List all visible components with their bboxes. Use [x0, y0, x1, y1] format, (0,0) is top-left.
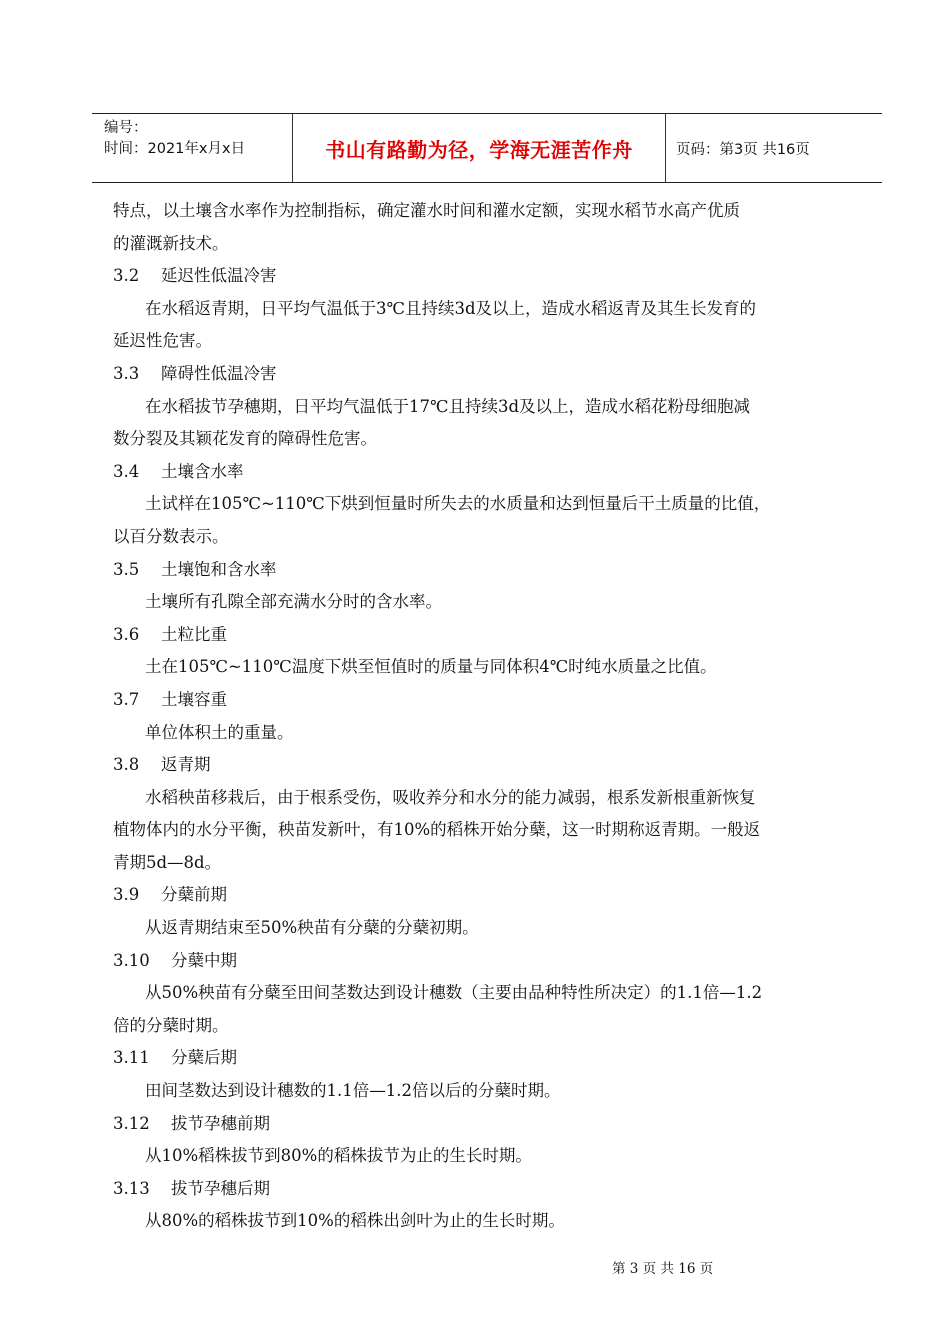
- text-line: 青期5d—8d。: [113, 852, 222, 872]
- section-heading: [113, 684, 863, 717]
- paragraph-line: 土壤所有孔隙全部充满水分时的含水率。: [145, 592, 442, 612]
- section-number: 3.2: [113, 266, 140, 286]
- paragraph-line: 田间茎数达到设计穗数的1.1倍—1.2倍以后的分蘖时期。: [145, 1081, 561, 1101]
- section-title: 分蘖后期: [171, 1048, 237, 1068]
- paragraph-line: 土试样在105℃~110℃下烘到恒量时所失去的水质量和达到恒量后干土质量的比值，: [145, 494, 771, 514]
- text-line: 的灌溉新技术。: [113, 233, 229, 253]
- section-number: 3.13: [113, 1178, 150, 1198]
- section-number: 3.6: [113, 624, 140, 644]
- document-number-label: 编号：: [104, 120, 148, 136]
- section-heading: [113, 879, 863, 912]
- section-number: 3.4: [113, 461, 140, 481]
- document-body: [113, 195, 863, 1238]
- paragraph-line: 在水稻拔节孕穗期，日平均气温低于17℃且持续3d及以上，造成水稻花粉母细胞减: [145, 396, 751, 416]
- section-heading: [113, 260, 863, 293]
- paragraph-line: 土在105℃~110℃温度下烘至恒值时的质量与同体积4℃时纯水质量之比值。: [145, 657, 717, 677]
- section-heading: [113, 456, 863, 489]
- paragraph-line: 在水稻返青期，日平均气温低于3℃且持续3d及以上，造成水稻返青及其生长发育的: [145, 298, 757, 318]
- header-motto: 书山有路勤为径，学海无涯苦作舟: [293, 114, 666, 182]
- paragraph-line: 单位体积土的重量。: [145, 722, 294, 742]
- section-title: 障碍性低温冷害: [161, 363, 277, 383]
- section-title: 土壤含水率: [161, 461, 244, 481]
- document-time-label: 时间：2021年x月x日: [104, 141, 246, 157]
- paragraph-line: 从返青期结束至50%秧苗有分蘖的分蘖初期。: [145, 918, 479, 938]
- section-number: 3.7: [113, 689, 140, 709]
- footer-page-number: 第 3 页 共 16 页: [612, 1261, 714, 1277]
- paragraph-line: 从50%秧苗有分蘖至田间茎数达到设计穗数（主要由品种特性所决定）的1.1倍—1.2: [145, 983, 763, 1003]
- section-number: 3.3: [113, 363, 140, 383]
- text-line: 以百分数表示。: [113, 526, 229, 546]
- text-line: 延迟性危害。: [113, 331, 212, 351]
- section-heading: [113, 554, 863, 587]
- text-line: 特点，以土壤含水率作为控制指标，确定灌水时间和灌水定额，实现水稻节水高产优质: [113, 201, 740, 220]
- header-page-number: 页码：第3页 共16页: [676, 141, 810, 158]
- section-number: 3.12: [113, 1113, 150, 1133]
- paragraph-line: 从80%的稻株拔节到10%的稻株出剑叶为止的生长时期。: [145, 1211, 565, 1231]
- section-heading: [113, 1108, 863, 1141]
- section-title: 拔节孕穗后期: [171, 1178, 270, 1198]
- section-title: 分蘖前期: [161, 885, 227, 905]
- section-number: 3.8: [113, 755, 140, 775]
- text-line: 植物体内的水分平衡，秧苗发新叶，有10%的稻株开始分蘖，这一时期称返青期。一般返: [113, 820, 761, 840]
- paragraph-line: 从10%稻株拔节到80%的稻株拔节为止的生长时期。: [145, 1146, 532, 1166]
- text-line: 倍的分蘖时期。: [113, 1015, 229, 1035]
- page-header: [92, 113, 882, 183]
- paragraph-line: 水稻秧苗移栽后，由于根系受伤，吸收养分和水分的能力减弱，根系发新根重新恢复: [145, 787, 756, 807]
- section-number: 3.5: [113, 559, 140, 579]
- section-heading: [113, 1173, 863, 1206]
- section-title: 分蘖中期: [171, 950, 237, 970]
- section-heading: [113, 1042, 863, 1075]
- section-heading: [113, 749, 863, 782]
- section-number: 3.10: [113, 950, 150, 970]
- section-title: 返青期: [161, 755, 211, 775]
- section-title: 土粒比重: [161, 624, 227, 644]
- section-heading: [113, 945, 863, 978]
- section-title: 拔节孕穗前期: [171, 1113, 270, 1133]
- section-title: 土壤饱和含水率: [161, 559, 277, 579]
- section-title: 土壤容重: [161, 689, 227, 709]
- section-heading: [113, 619, 863, 652]
- header-meta: [92, 114, 293, 182]
- section-number: 3.9: [113, 885, 140, 905]
- section-title: 延迟性低温冷害: [161, 266, 277, 286]
- section-heading: [113, 358, 863, 391]
- section-number: 3.11: [113, 1048, 150, 1068]
- text-line: 数分裂及其颖花发育的障碍性危害。: [113, 429, 377, 449]
